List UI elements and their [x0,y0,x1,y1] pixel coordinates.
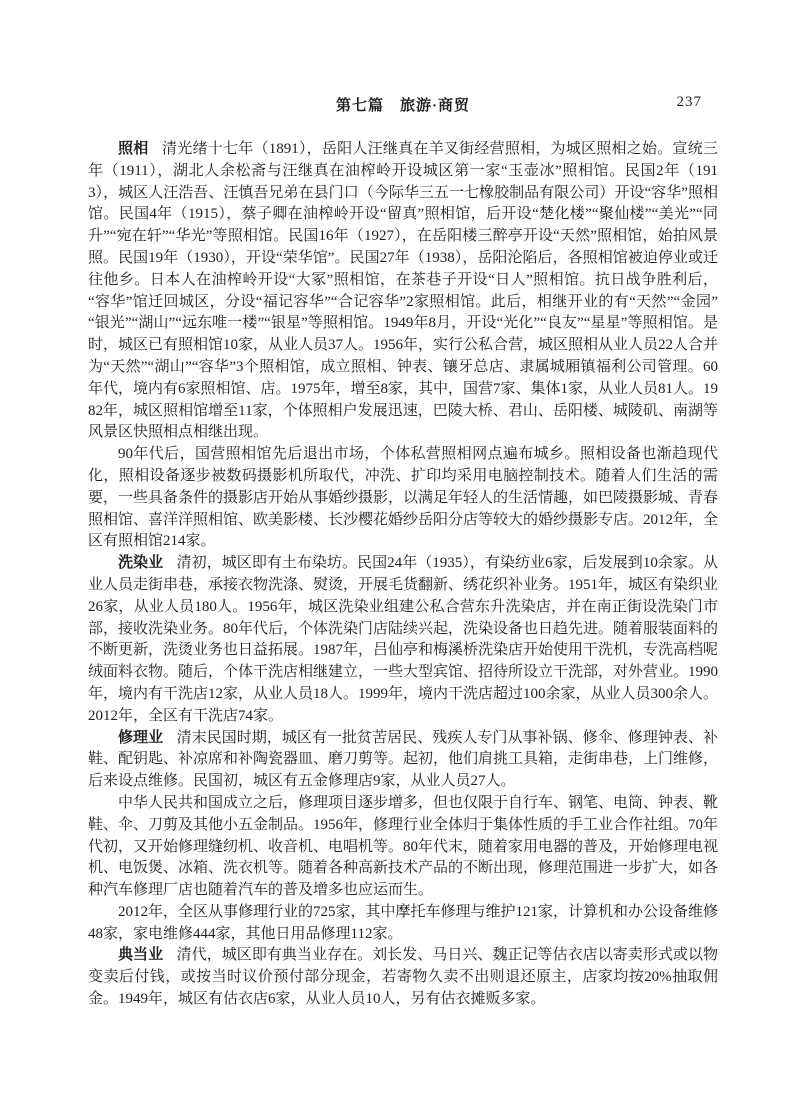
paragraph-repair [88,728,718,793]
paragraph-text: 90年代后，国营照相馆先后退出市场，个体私营照相网点遍布城乡。照相设备也渐趋现代化，照相设备逐步被数码摄影机所取代，冲洗、扩印均采用电脑控制技术。随着人们生活的需要，一些具备条件的摄影店开始从事婚纱摄影，以满足年轻人的生活情趣，如巴陵摄影城、青春照相馆、喜洋洋照相馆、欧美影楼、长沙樱花婚纱岳阳分店等较大的婚纱摄影专店。2012年，全区有照相馆214家。 [88,446,719,550]
section-term-repair: 修理业 [118,729,164,746]
page-number: 237 [676,94,702,110]
section-term-photography: 照相 [118,141,149,157]
paragraph-text: 清末民国时期，城区有一批贫苦居民、残疾人专门从事补锅、修伞、修理钟表、补鞋、配钥匙、补凉席和补陶瓷器皿、磨刀剪等。起初，他们肩挑工具箱，走街串巷，上门维修，后来设点维修。民国初，城区有五金修理店9家，从业人员27人。 [88,729,719,790]
section-term-pawnbroking: 典当业 [118,947,164,964]
paragraph-pawnbroking [88,945,718,1010]
paragraph-laundry-dyeing [88,553,718,727]
running-header [88,94,718,116]
paragraph-photography-2 [88,444,718,553]
paragraph-text: 中华人民共和国成立之后，修理项目逐步增多，但也仅限于自行车、钢笔、电筒、钟表、靴鞋、伞、刀剪及其他小五金制品。1956年，修理行业全体归于集体性质的手工业合作社组。70年代初，又开始修理缝纫机、收音机、电唱机等。80年代末，随着家用电器的普及，开始修理电视机、电饭煲、冰箱、洗衣机等。随着各种高新技术产品的不断出现，修理范围进一步扩大，如各种汽车修理厂店也随着汽车的普及增多也应运而生。 [88,794,719,899]
paragraph-text: 2012年，全区从事修理行业的725家，其中摩托车修理与维护121家，计算机和办公设备维修48家，家电维修444家，其他日用品修理112家。 [88,903,719,942]
section-term-laundry-dyeing: 洗染业 [118,555,164,572]
paragraph-repair-2 [88,793,718,902]
paragraph-repair-3 [88,902,718,946]
paragraph-text: 清初，城区即有土布染坊。民国24年（1935），有染纺业6家，后发展到10余家。从业人员走街串巷，承接衣物洗涤、熨烫，开展毛货翻新、绣花织补业务。1951年，城区有染织业26家，从业人员180人。1956年，城区洗染业组建公私合营东升洗染店，并在南正街设洗染门市部，接收洗染业务。80年代后，个体洗染门店陆续兴起，洗染设备也日趋先进。随着服装面料的不断更新，洗烫业务也日益拓展。1987年，吕仙亭和梅溪桥洗染店开始使用干洗机，专洗高档呢绒面料衣物。随后，个体干洗店相继建立，一些大型宾馆、招待所设立干洗部，对外营业。1990年，境内有干洗店12家，从业人员18人。1999年，境内干洗店超过100余家，从业人员300余人。2012年，全区有干洗店74家。 [88,555,719,724]
paragraph-photography [88,139,718,444]
paragraph-text: 清光绪十七年（1891），岳阳人汪继真在羊叉街经营照相，为城区照相之始。宣统三年（1911），湖北人余松斋与汪继真在油榨岭开设城区第一家“玉壶冰”照相馆。民国2年（1913），城区人汪浩吾、汪慎吾兄弟在县门口（今际华三五一七橡胶制品有限公司）开设“容华”照相馆。民国4年（1915），蔡子卿在油榨岭开设“留真”照相馆，后开设“楚化楼”“聚仙楼”“美光”“同升”“宛在轩”“华光”等照相馆。民国16年（1927），在岳阳楼三醉亭开设“天然”照相馆，始拍风景照。民国19年（1930），开设“荣华馆”。民国27年（1938），岳阳沦陷后，各照相馆被迫停业或迁往他乡。日本人在油榨岭开设“大冢”照相馆，在茶巷子开设“日人”照相馆。抗日战争胜利后，“容华”馆迁回城区，分设“福记容华”“合记容华”2家照相馆。此后，相继开业的有“天然”“金园”“银光”“湖山”“远东唯一楼”“银星”等照相馆。1949年8月，开设“光化”“良友”“星星”等照相馆。是时，城区已有照相馆10家，从业人员37人。1956年，实行公私合营，城区照相从业人员22人合并为“天然”“湖山”“容华”3个照相馆，成立照相、钟表、镶牙总店、隶属城厢镇福利公司管理。60年代，境内有6家照相馆、店。1975年，增至8家，其中，国营7家、集体1家，从业人员81人。1982年，城区照相馆增至11家，个体照相户发展迅速，巴陵大桥、君山、岳阳楼、城陵矶、南湖等风景区快照相点相继出现。 [88,141,719,441]
body-text [88,139,718,1011]
section-header-title: 第七篇 旅游·商贸 [335,98,470,114]
paragraph-text: 清代，城区即有典当业存在。刘长发、马日兴、魏正记等估衣店以寄卖形式或以物变卖后付钱，或按当时议价预付部分现金，若寄物久卖不出则退还原主，店家均按20%抽取佣金。1949年，城区有估衣店6家，从业人员10人，另有估衣摊贩多家。 [88,947,718,1008]
